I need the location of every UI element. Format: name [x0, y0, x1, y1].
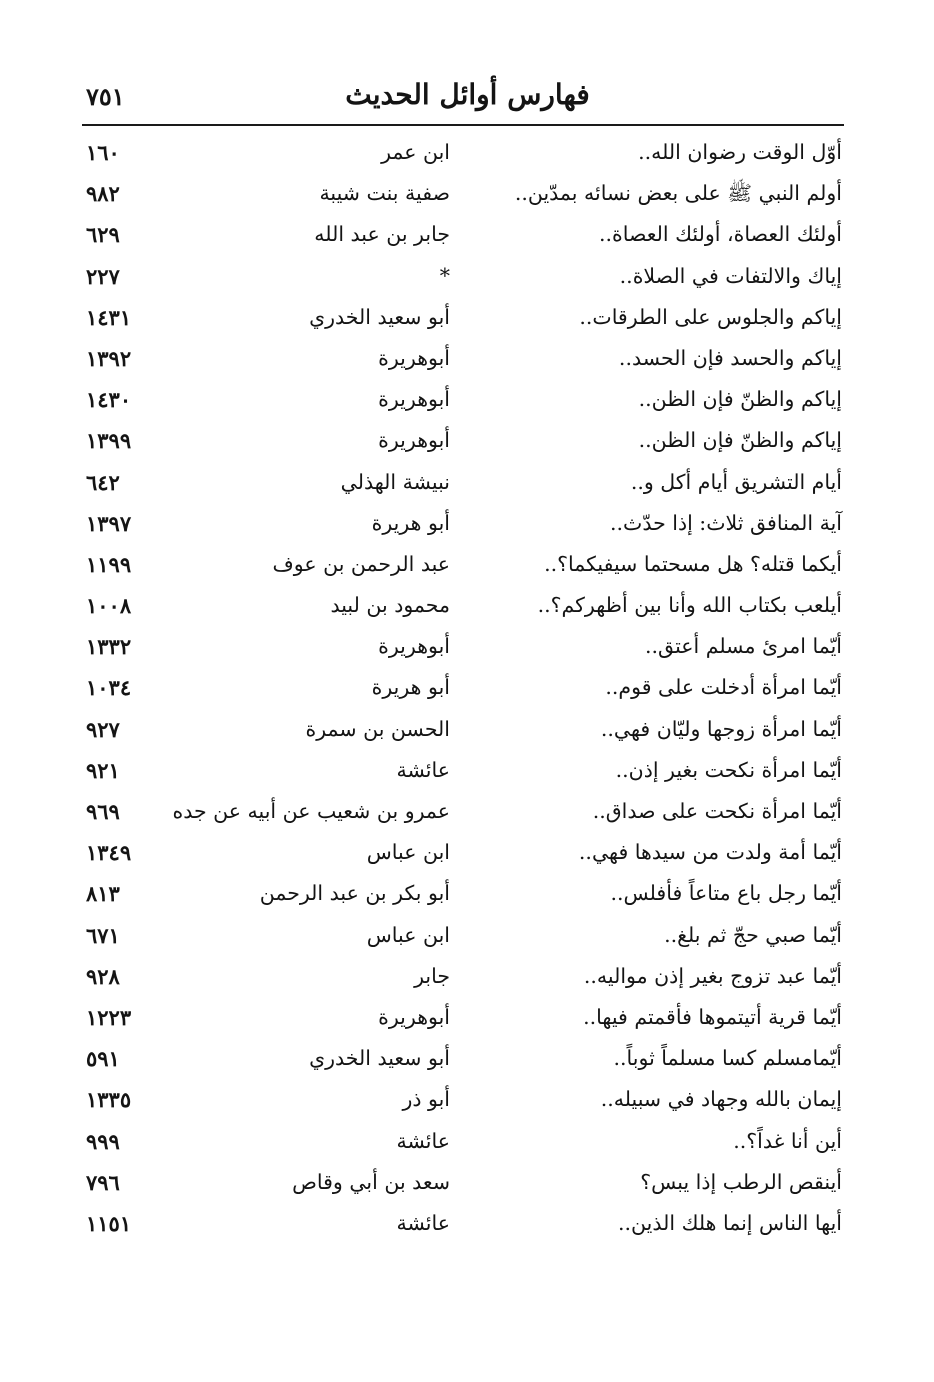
- hadith-opening: أولئك العصاة، أولئك العصاة..: [599, 222, 842, 247]
- page-title: فهارس أوائل الحديث: [345, 78, 590, 111]
- hadith-number: ١٤٣١: [86, 304, 132, 330]
- narrator: أبوهريرة: [378, 634, 450, 659]
- hadith-opening: إياكم والظنّ فإن الظن..: [638, 387, 842, 412]
- index-entry: [0, 548, 934, 589]
- narrator: أبو سعيد الخدري: [309, 304, 450, 329]
- hadith-number: ٦٧١: [86, 922, 120, 948]
- hadith-number: ١٣٤٩: [86, 840, 132, 866]
- hadith-opening: إياكم والجلوس على الطرقات..: [579, 304, 842, 329]
- narrator: عائشة: [396, 1210, 450, 1235]
- hadith-number: ١٣٩٩: [86, 428, 132, 454]
- hadith-opening: إياكم والحسد فإن الحسد..: [618, 345, 842, 370]
- page-number: ٧٥١: [86, 82, 125, 111]
- index-entry: [0, 1083, 934, 1124]
- index-entry: [0, 795, 934, 836]
- hadith-opening: أيّما امرأة أدخلت على قوم..: [605, 675, 842, 700]
- hadith-opening: آية المنافق ثلاث: إذا حدّث..: [609, 510, 842, 535]
- index-entry: [0, 218, 934, 259]
- hadith-number: ١٣٩٧: [86, 510, 132, 536]
- index-entry: [0, 1166, 934, 1207]
- narrator: صفية بنت شيبة: [319, 181, 450, 206]
- hadith-opening: إيمان بالله وجهاد في سبيله..: [600, 1087, 842, 1112]
- narrator: أبوهريرة: [378, 345, 450, 370]
- hadith-opening: إياكم والظنّ فإن الظن..: [638, 428, 842, 453]
- hadith-number: ٦٢٩: [86, 222, 120, 248]
- hadith-number: ٩٨٢: [86, 181, 120, 207]
- hadith-opening: أيّما رجل باع متاعاً فأفلس..: [610, 881, 842, 906]
- narrator: أبو هريرة: [371, 510, 450, 535]
- narrator: ابن عباس: [366, 840, 450, 865]
- hadith-opening: أيّما امرأة زوجها وليّان فهي..: [600, 716, 842, 741]
- index-entry: [0, 630, 934, 671]
- hadith-opening: إياك والالتفات في الصلاة..: [619, 263, 842, 288]
- hadith-opening: أيّما امرأة نكحت بغير إذن..: [615, 757, 842, 782]
- index-entry: [0, 507, 934, 548]
- narrator: الحسن بن سمرة: [305, 716, 450, 741]
- index-entry: [0, 919, 934, 960]
- hadith-opening: أيّما امرأة نكحت على صداق..: [592, 799, 842, 823]
- hadith-opening: أولم النبي ﷺ على بعض نسائه بمدّين..: [514, 181, 842, 206]
- hadith-number: ٥٩١: [86, 1046, 120, 1072]
- narrator: أبوهريرة: [378, 428, 450, 453]
- hadith-number: ٨١٣: [86, 881, 120, 907]
- hadith-number: ٦٤٢: [86, 469, 120, 495]
- hadith-number: ٩٢١: [86, 757, 120, 783]
- narrator: أبوهريرة: [378, 1004, 450, 1029]
- narrator: عائشة: [396, 1128, 450, 1153]
- narrator: أبو بكر بن عبد الرحمن: [259, 881, 450, 906]
- hadith-opening: أيلعب بكتاب الله وأنا بين أظهركم؟..: [537, 593, 842, 618]
- index-entry: [0, 466, 934, 507]
- hadith-number: ٧٩٦: [86, 1169, 120, 1195]
- hadith-opening: أيّما قرية أتيتموها فأقمتم فيها..: [583, 1004, 842, 1029]
- index-entry: [0, 877, 934, 918]
- narrator: محمود بن لبيد: [330, 593, 450, 618]
- index-entry: [0, 836, 934, 877]
- hadith-opening: أيام التشريق أيام أكل و..: [630, 469, 842, 494]
- hadith-opening: أيّما عبد تزوج بغير إذن مواليه..: [583, 963, 842, 988]
- narrator: ابن عمر: [381, 140, 450, 164]
- narrator: *: [439, 263, 450, 288]
- narrator: عائشة: [396, 757, 450, 782]
- narrator: أبو هريرة: [371, 675, 450, 700]
- hadith-number: ١٠٣٤: [86, 675, 132, 701]
- hadith-number: ١١٥١: [86, 1210, 132, 1236]
- index-entry: [0, 671, 934, 712]
- narrator: جابر: [414, 963, 450, 988]
- hadith-number: ١٣٣٥: [86, 1087, 132, 1113]
- narrator: سعد بن أبي وقاص: [292, 1169, 450, 1194]
- narrator: أبو سعيد الخدري: [309, 1046, 450, 1071]
- index-entry: [0, 342, 934, 383]
- index-entry: [0, 136, 934, 177]
- index-entry: [0, 177, 934, 218]
- hadith-number: ١٦٠: [86, 140, 120, 165]
- index-entry: [0, 1207, 934, 1248]
- narrator: جابر بن عبد الله: [314, 222, 450, 247]
- header-divider: [82, 124, 844, 126]
- hadith-number: ١٠٠٨: [86, 593, 132, 619]
- hadith-number: ٩٦٩: [86, 799, 120, 824]
- hadith-number: ١٢٢٣: [86, 1004, 132, 1030]
- hadith-opening: أين أنا غداً؟..: [733, 1128, 842, 1153]
- hadith-number: ١٣٣٢: [86, 634, 132, 660]
- hadith-opening: أيكما قتله؟ هل مسحتما سيفيكما؟..: [544, 551, 842, 576]
- narrator: نبيشة الهذلي: [340, 469, 450, 494]
- index-entry: [0, 1001, 934, 1042]
- index-entry: [0, 383, 934, 424]
- index-entry: [0, 424, 934, 465]
- hadith-number: ٩٢٧: [86, 716, 120, 742]
- hadith-opening: أيّما امرئ مسلم أعتق..: [644, 634, 842, 659]
- hadith-number: ١١٩٩: [86, 551, 132, 577]
- hadith-opening: أيّما أمة ولدت من سيدها فهي..: [578, 840, 842, 865]
- hadith-opening: أوّل الوقت رضوان الله..: [638, 140, 842, 164]
- hadith-number: ١٤٣٠: [86, 387, 132, 413]
- index-entry: [0, 1042, 934, 1083]
- narrator: أبوهريرة: [378, 387, 450, 412]
- narrator: أبو ذر: [402, 1087, 450, 1112]
- hadith-index-list: [0, 136, 934, 1248]
- index-entry: [0, 301, 934, 342]
- narrator: عمرو بن شعيب عن أبيه عن جده: [172, 799, 450, 823]
- index-entry: [0, 713, 934, 754]
- page-header: [0, 78, 934, 122]
- hadith-number: ٩٩٩: [86, 1128, 120, 1154]
- index-entry: [0, 589, 934, 630]
- hadith-opening: أيها الناس إنما هلك الذين..: [618, 1210, 842, 1235]
- narrator: عبد الرحمن بن عوف: [272, 551, 450, 576]
- hadith-opening: أيّما صبي حجّ ثم بلغ..: [664, 922, 842, 947]
- index-entry: [0, 754, 934, 795]
- index-entry: [0, 260, 934, 301]
- narrator: ابن عباس: [366, 922, 450, 947]
- hadith-opening: أينقص الرطب إذا يبس؟: [640, 1169, 842, 1194]
- hadith-number: ١٣٩٢: [86, 345, 132, 371]
- hadith-number: ٢٢٧: [86, 263, 120, 289]
- hadith-opening: أيّمامسلم كسا مسلماً ثوباً..: [613, 1046, 842, 1071]
- index-entry: [0, 960, 934, 1001]
- hadith-number: ٩٢٨: [86, 963, 120, 989]
- index-entry: [0, 1125, 934, 1166]
